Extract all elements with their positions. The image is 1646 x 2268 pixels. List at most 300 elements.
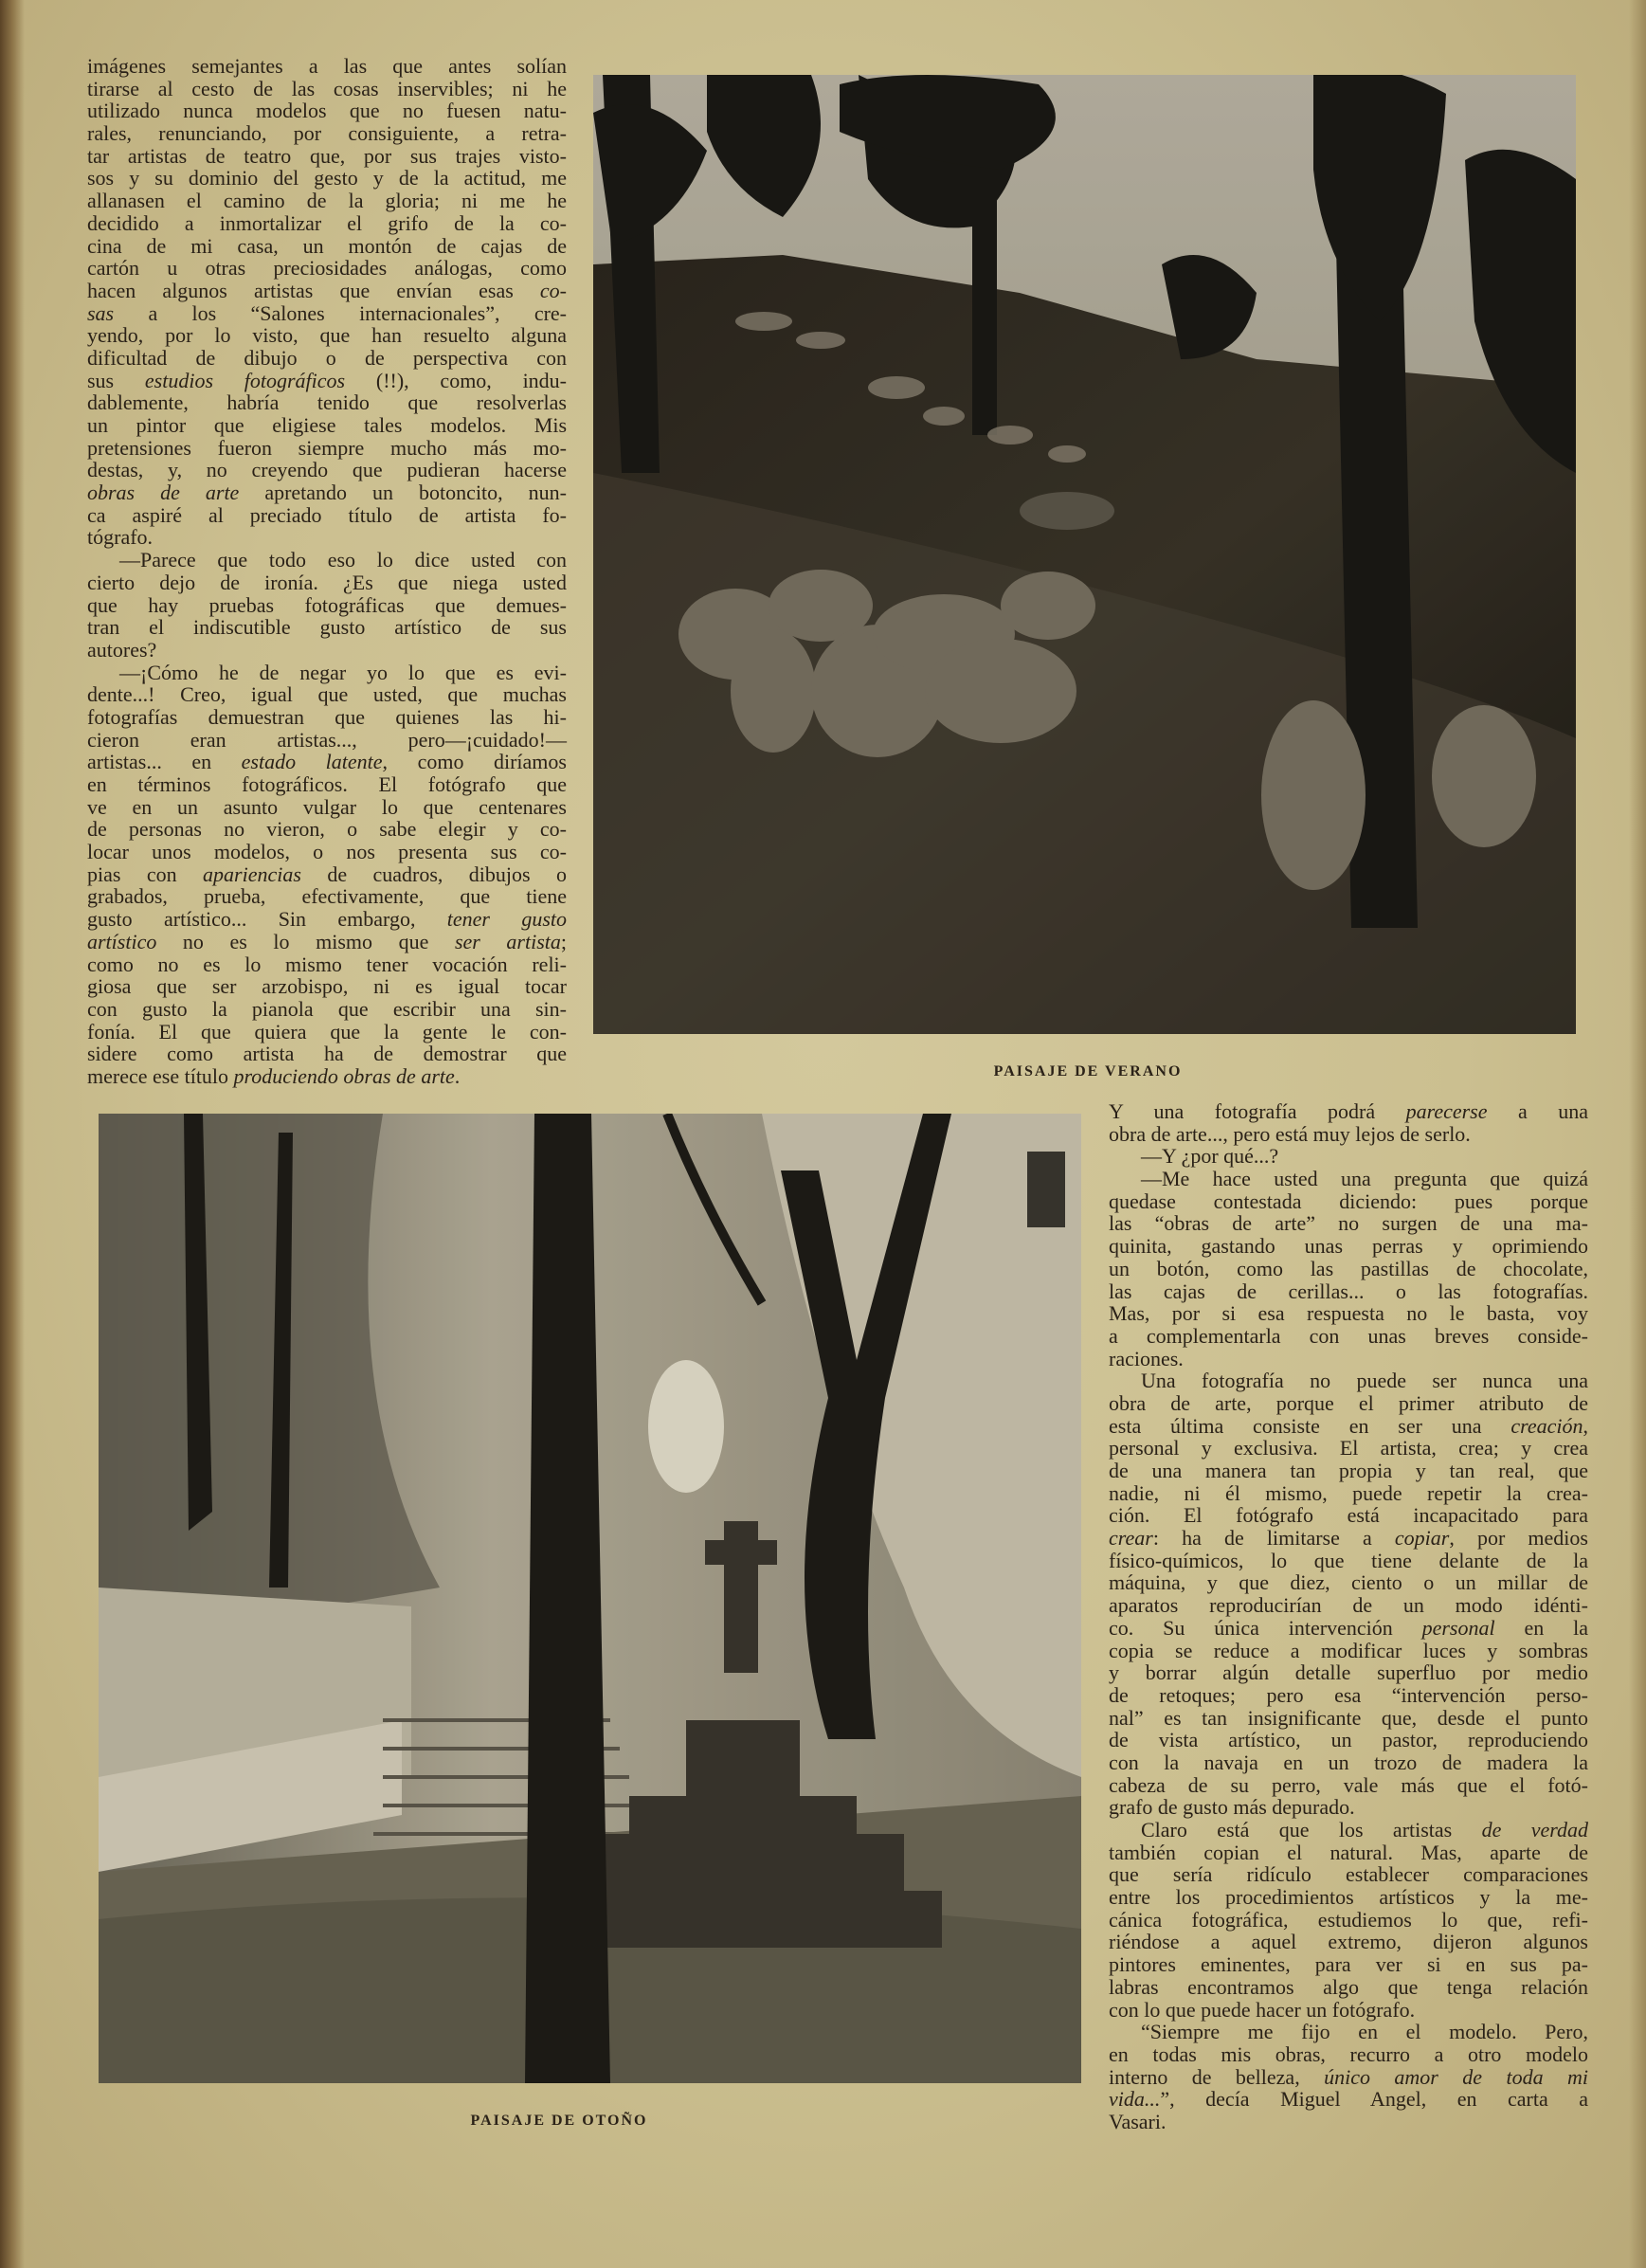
text-line [1109, 1258, 1588, 1280]
paragraph [87, 549, 567, 661]
roman-text: grabados, prueba, efectivamente, que tiene [87, 884, 567, 909]
text-line-content [87, 54, 567, 78]
text-line-content [1109, 1347, 1184, 1370]
text-line [87, 235, 567, 258]
text-line [1109, 1999, 1588, 2022]
text-line [1109, 1190, 1588, 1213]
roman-text: un botón, como las pastillas de chocolate, [1109, 1256, 1588, 1280]
italic-text: apariencias [203, 862, 301, 886]
text-line [1109, 1482, 1588, 1505]
text-line-content [1141, 1818, 1588, 1842]
summer-photo-image [593, 75, 1576, 1034]
text-line-content [1109, 2110, 1166, 2133]
page-edge-left [0, 0, 25, 2268]
text-line [1109, 1796, 1588, 1819]
italic-text: de verdad [1481, 1818, 1588, 1842]
text-line-content [87, 458, 567, 481]
paragraph [1109, 1145, 1588, 1168]
roman-text: cánica fotográfica, estudiemos lo que, refi- [1109, 1907, 1588, 1932]
photo-autumn-landscape-cross [99, 1114, 1081, 2083]
text-line-content [87, 369, 567, 392]
roman-text: dificultad de dibujo o de perspectiva con [87, 345, 567, 370]
text-line-content [1109, 1639, 1588, 1662]
text-line-content [1109, 1930, 1588, 1953]
roman-text: merece ese título [87, 1063, 234, 1088]
roman-text: a una [1487, 1099, 1588, 1123]
roman-text: cieron eran artistas..., pero—¡cuidado!— [87, 727, 567, 752]
roman-text: dente...! Creo, igual que usted, que muchas [87, 682, 567, 707]
text-line [87, 683, 567, 706]
text-line-content [1109, 1459, 1588, 1482]
roman-text: de vista artístico, un pastor, reproduciendo [1109, 1728, 1588, 1752]
text-line-content [1141, 1144, 1278, 1168]
text-line [87, 459, 567, 481]
roman-text: obra de arte, porque el primer atributo de [1109, 1390, 1588, 1415]
text-line [1109, 2021, 1588, 2043]
roman-text: con gusto la pianola que escribir una sin- [87, 996, 567, 1021]
italic-text: produciendo obras de arte [233, 1063, 455, 1088]
text-line [1109, 1640, 1588, 1662]
text-line [87, 639, 567, 662]
roman-text: sidere como artista ha de demostrar que [87, 1042, 567, 1066]
text-line [1109, 1123, 1588, 1146]
text-line [87, 549, 567, 572]
text-line [1109, 1325, 1588, 1348]
italic-text: tener gusto [446, 907, 567, 932]
text-line [1109, 1212, 1588, 1235]
roman-text: imágenes semejantes a las que antes solían [87, 54, 567, 78]
text-line-content [87, 413, 567, 437]
text-line [1109, 1594, 1588, 1617]
text-line [87, 729, 567, 752]
text-line-content [87, 795, 567, 819]
text-line-content [87, 436, 567, 460]
text-line [87, 145, 567, 168]
text-line-content [87, 1020, 567, 1043]
roman-text: autores? [87, 637, 157, 662]
roman-text: que sería ridículo establecer comparaciones [1109, 1862, 1588, 1887]
paragraph [1109, 1819, 1588, 2021]
text-line-content [87, 503, 567, 527]
text-line [1109, 2043, 1588, 2066]
text-line-content [87, 862, 567, 886]
text-line [87, 391, 567, 414]
text-line [87, 706, 567, 729]
roman-text: las “obras de arte” no surgen de una ma- [1109, 1211, 1588, 1236]
roman-text: utilizado nunca modelos que no fuesen natu- [87, 99, 567, 123]
text-line [87, 998, 567, 1021]
italic-text: sas [87, 300, 115, 325]
roman-text: no es lo mismo que [156, 929, 455, 953]
roman-text: giosa que ser arzobispo, ni es igual tocar [87, 974, 567, 999]
text-line-content [87, 884, 567, 908]
roman-text: : ha de limitarse a [1152, 1526, 1395, 1551]
text-line-content [1109, 1234, 1588, 1258]
roman-text: entre los procedimientos artísticos y la me- [1109, 1885, 1588, 1910]
roman-text: labras encontramos algo que tenga relación [1109, 1974, 1588, 1999]
roman-text: —Parece que todo eso lo dice usted con [119, 548, 567, 572]
text-line [1109, 1976, 1588, 1999]
text-line [1109, 1302, 1588, 1325]
text-line-content [1109, 1122, 1471, 1146]
text-line-content [1109, 1436, 1588, 1460]
text-line-content [87, 997, 567, 1021]
text-line [87, 908, 567, 931]
roman-text: a los “Salones internacionales”, cre- [114, 300, 567, 325]
roman-text: tran el indiscutible gusto artístico de sus [87, 615, 567, 640]
roman-text: tirarse al cesto de las cosas inservibles; ni he [87, 76, 567, 100]
roman-text: cabeza de su perro, vale más que el fotó- [1109, 1772, 1588, 1797]
text-line-content [119, 661, 567, 684]
text-line [87, 796, 567, 819]
text-line-content [87, 189, 567, 212]
text-line-content [1109, 1616, 1588, 1640]
text-line-content [87, 234, 567, 258]
roman-text: destas, y, no creyendo que pudieran hacerse [87, 458, 567, 482]
text-line-content [87, 953, 567, 976]
italic-text: parecerse [1405, 1099, 1488, 1123]
text-line [87, 773, 567, 796]
roman-text: , por medios [1449, 1526, 1588, 1551]
roman-text: pretensiones fueron siempre mucho más mo- [87, 435, 567, 460]
text-line-content [87, 525, 153, 549]
text-line [1109, 2111, 1588, 2133]
roman-text: ción. El fotógrafo está incapacitado para [1109, 1503, 1588, 1528]
roman-text: pintores eminentes, para ver si en sus pa- [1109, 1952, 1588, 1977]
text-line-content [87, 166, 567, 190]
text-line [87, 481, 567, 504]
text-line [87, 885, 567, 908]
text-line-content [87, 256, 567, 280]
text-line-content [87, 930, 567, 953]
roman-text: de cuadros, dibujos o [300, 862, 567, 886]
text-line-content [1109, 1257, 1588, 1280]
text-line [1109, 1863, 1588, 1886]
text-line-content [1109, 1593, 1588, 1617]
text-line-content [1109, 1952, 1588, 1976]
italic-text: artístico [87, 929, 157, 953]
text-line [87, 662, 567, 684]
caption-summer: PAISAJE DE VERANO [993, 1063, 1183, 1080]
text-line-content [1109, 1526, 1588, 1550]
text-line [1109, 1661, 1588, 1684]
text-line [87, 616, 567, 639]
text-line [1109, 1235, 1588, 1258]
roman-text: —Y ¿por qué...? [1141, 1144, 1279, 1169]
text-line-content [1109, 1279, 1588, 1303]
text-line [87, 100, 567, 122]
text-line-content [1109, 1908, 1588, 1932]
text-line [87, 257, 567, 280]
roman-text: en todas mis obras, recurro a otro modelo [1109, 2041, 1588, 2066]
italic-text: estudios fotográficos [144, 368, 346, 392]
text-line [87, 975, 567, 998]
text-line-content [87, 772, 567, 796]
text-line-content [1109, 2042, 1588, 2066]
roman-text: raciones. [1109, 1346, 1184, 1370]
text-line [1109, 1953, 1588, 1976]
text-line [87, 122, 567, 145]
text-line [87, 167, 567, 190]
italic-text: obras de arte [87, 481, 240, 505]
roman-text: ; [560, 929, 567, 953]
paragraph [1109, 2021, 1588, 2132]
text-line [1109, 1437, 1588, 1460]
text-line [87, 437, 567, 460]
text-line [1109, 1617, 1588, 1640]
text-line [87, 280, 567, 302]
roman-text: y borrar algún detalle superfluo por medio [1109, 1660, 1588, 1685]
text-line-content [1109, 1885, 1588, 1909]
text-line [87, 324, 567, 347]
text-line [1109, 1571, 1588, 1594]
italic-text: vida... [1109, 2087, 1161, 2112]
roman-text: cartón u otras preciosidades análogas, como [87, 256, 567, 281]
roman-text: esta última consiste en ser una [1109, 1413, 1511, 1438]
text-line [1109, 1280, 1588, 1303]
text-line [1109, 1684, 1588, 1707]
roman-text: tógrafo. [87, 525, 154, 550]
roman-text: . [454, 1063, 461, 1088]
roman-text: sos y su dominio del gesto y de la actitud, me [87, 166, 567, 191]
text-line-content [1109, 1414, 1588, 1438]
italic-text: copiar [1394, 1526, 1450, 1551]
roman-text: las cajas de cerillas... o las fotografías. [1109, 1279, 1588, 1303]
text-line-content [87, 728, 567, 752]
italic-text: personal [1421, 1615, 1495, 1640]
roman-text: allanasen el camino de la gloria; ni me he [87, 189, 567, 213]
roman-text: en términos fotográficos. El fotógrafo que [87, 772, 567, 796]
text-line [87, 370, 567, 392]
photo-summer-landscape-sheep [593, 75, 1576, 1034]
text-line-content [87, 323, 567, 347]
text-line [87, 504, 567, 527]
text-line-content [87, 907, 567, 931]
roman-text: pias con [87, 862, 204, 886]
roman-text: ”, decía Miguel Angel, en carta a [1160, 2087, 1588, 2112]
roman-text: aparatos reproducirían de un modo idénti- [1109, 1593, 1588, 1618]
text-line-content [1109, 1660, 1588, 1684]
roman-text: —¡Cómo he de negar yo lo que es evi- [119, 660, 567, 684]
roman-text: artistas... en [87, 750, 242, 774]
roman-text: en la [1494, 1615, 1588, 1640]
roman-text: fotografías demuestran que quienes las hi- [87, 704, 567, 729]
text-line-content [1109, 1391, 1588, 1415]
text-line [1109, 1460, 1588, 1482]
paragraph [87, 55, 567, 549]
roman-text: decidido a inmortalizar el grifo de la co- [87, 210, 567, 235]
italic-text: único amor de toda mi [1324, 2064, 1588, 2089]
text-line [87, 414, 567, 437]
paragraph [87, 662, 567, 1088]
text-line [87, 526, 567, 549]
roman-text: hacen algunos artistas que envían esas [87, 278, 540, 302]
roman-text: obra de arte..., pero está muy lejos de serlo. [1109, 1121, 1471, 1146]
text-line-content [1109, 1211, 1588, 1235]
text-line [1109, 1504, 1588, 1527]
article-column-right [1109, 1100, 1588, 2133]
text-line [1109, 1415, 1588, 1438]
text-line-content [1141, 1369, 1588, 1392]
text-line-content [1109, 1189, 1588, 1213]
autumn-photo-image [99, 1114, 1081, 2083]
text-line-content [1109, 1862, 1588, 1886]
roman-text: Vasari. [1109, 2109, 1167, 2133]
text-line-content [87, 1064, 460, 1088]
roman-text: Una fotografía no puede ser nunca una [1141, 1369, 1588, 1393]
text-line [1109, 1348, 1588, 1370]
roman-text: quinita, gastando unas perras y oprimiendo [1109, 1234, 1588, 1259]
text-line-content [1141, 1167, 1588, 1190]
text-line-content [1109, 1706, 1588, 1730]
text-line-content [87, 99, 567, 122]
roman-text: fonía. El que quiera que la gente le con- [87, 1019, 567, 1043]
text-line-content [1109, 1481, 1588, 1505]
text-line [87, 818, 567, 841]
text-line-content [87, 121, 567, 145]
roman-text: a complementarla con unas breves conside- [1109, 1323, 1588, 1348]
roman-text: personal y exclusiva. El artista, crea; y crea [1109, 1436, 1588, 1461]
text-line [1109, 1751, 1588, 1774]
text-line-content [87, 705, 567, 729]
roman-text: con la navaja en un trozo de madera la [1109, 1750, 1588, 1774]
roman-text: quedase contestada diciendo: pues porque [1109, 1188, 1588, 1213]
roman-text: riéndose a aquel extremo, dijeron algunos [1109, 1930, 1588, 1954]
text-line [1109, 1168, 1588, 1190]
italic-text: ser artista [454, 929, 561, 953]
roman-text: máquina, y que diez, ciento o un millar de [1109, 1570, 1588, 1595]
roman-text: apretando un botoncito, nun- [239, 481, 567, 505]
text-line-content [1109, 1324, 1588, 1348]
text-line-content [87, 682, 567, 706]
caption-autumn: PAISAJE DE OTOÑO [470, 2113, 648, 2129]
paragraph [1109, 1100, 1588, 1145]
roman-text: interno de belleza, [1109, 2064, 1325, 2089]
roman-text: tar artistas de teatro que, por sus trajes visto- [87, 143, 567, 168]
text-line [1109, 1370, 1588, 1392]
paragraph [1109, 1168, 1588, 1370]
text-line-content [87, 638, 156, 662]
text-line [1109, 2088, 1588, 2111]
text-line-content [87, 615, 567, 639]
text-line [87, 302, 567, 325]
roman-text: de personas no vieron, o sabe elegir y co- [87, 817, 567, 842]
text-line-content [1109, 1975, 1588, 1999]
roman-text: Mas, por si esa respuesta no le basta, voy [1109, 1301, 1588, 1326]
roman-text: ca aspiré al preciado título de artista fo- [87, 502, 567, 527]
roman-text: cina de mi casa, un montón de cajas de [87, 233, 567, 258]
text-line-content [1109, 1841, 1588, 1864]
text-line [87, 841, 567, 863]
text-line [1109, 1527, 1588, 1550]
roman-text: yendo, por lo visto, que han resuelto alguna [87, 323, 567, 348]
text-line-content [87, 750, 567, 773]
roman-text: con lo que puede hacer un fotógrafo. [1109, 1997, 1416, 2022]
roman-text: cierto dejo de ironía. ¿Es que niega usted [87, 570, 567, 594]
text-line-content [1109, 1795, 1355, 1819]
text-line-content [1109, 1773, 1588, 1797]
page-edge-right [1629, 0, 1646, 2268]
roman-text: rales, renunciando, por consiguiente, a retra- [87, 121, 567, 146]
roman-text: , como diríamos [382, 750, 567, 774]
text-line-content [87, 840, 567, 863]
text-line-content [87, 301, 567, 325]
roman-text: gusto artístico... Sin embargo, [87, 907, 447, 932]
text-line [1109, 1392, 1588, 1415]
text-line [87, 863, 567, 886]
text-line [87, 751, 567, 773]
roman-text: dablemente, habría tenido que resolverlas [87, 390, 567, 415]
roman-text: “Siempre me fijo en el modelo. Pero, [1141, 2020, 1588, 2044]
text-line-content [87, 481, 567, 504]
text-line-content [87, 571, 567, 594]
italic-text: crear [1109, 1526, 1153, 1551]
text-line [87, 931, 567, 953]
text-line [1109, 1931, 1588, 1953]
text-line-content [87, 390, 567, 414]
text-line-content [87, 346, 567, 370]
text-line-content [1109, 1099, 1588, 1123]
roman-text: , [1583, 1413, 1588, 1438]
text-line [87, 594, 567, 617]
roman-text: sus [87, 368, 145, 392]
roman-text: (!!), como, indu- [345, 368, 568, 392]
roman-text: co. Su única intervención [1109, 1615, 1422, 1640]
text-line [87, 78, 567, 100]
text-line [1109, 1909, 1588, 1932]
roman-text: copia se reduce a modificar luces y sombras [1109, 1638, 1588, 1662]
roman-text: Claro está que los artistas [1141, 1818, 1482, 1842]
roman-text: locar unos modelos, o nos presenta sus co- [87, 840, 567, 864]
text-line-content [1109, 1751, 1588, 1774]
italic-text: estado latente [241, 750, 383, 774]
text-line [87, 1065, 567, 1088]
article-column-left [87, 55, 567, 1088]
text-line [87, 572, 567, 594]
text-line-content [1141, 2020, 1588, 2043]
text-line-content [87, 1042, 567, 1065]
text-line-content [1109, 1683, 1588, 1707]
roman-text: de retoques; pero esa “intervención perso- [1109, 1682, 1588, 1707]
text-line-content [1109, 1728, 1588, 1751]
text-line [1109, 1729, 1588, 1751]
roman-text: como no es lo mismo tener vocación reli- [87, 952, 567, 976]
text-line-content [1109, 1570, 1588, 1594]
text-line-content [87, 279, 567, 302]
text-line-content [87, 974, 567, 998]
roman-text: nadie, ni él mismo, puede repetir la crea- [1109, 1480, 1588, 1505]
text-line [1109, 1100, 1588, 1123]
text-line [87, 212, 567, 235]
text-line-content [1109, 1503, 1588, 1527]
text-line-content [119, 548, 567, 572]
text-line [1109, 1886, 1588, 1909]
roman-text: físico-químicos, lo que tiene delante de la [1109, 1548, 1588, 1572]
text-line [1109, 1774, 1588, 1797]
italic-text: co- [539, 278, 567, 302]
text-line-content [1109, 1998, 1415, 2022]
roman-text: de una manera tan propia y tan real, que [1109, 1459, 1588, 1482]
text-line-content [1109, 2087, 1588, 2111]
text-line [1109, 1819, 1588, 1842]
paragraph [1109, 1370, 1588, 1819]
italic-text: creación [1510, 1413, 1583, 1438]
text-line [87, 1043, 567, 1065]
text-line-content [87, 817, 567, 841]
text-line [1109, 1145, 1588, 1168]
roman-text: que hay pruebas fotográficas que demues- [87, 592, 567, 617]
roman-text: Y una fotografía podrá [1109, 1099, 1406, 1123]
